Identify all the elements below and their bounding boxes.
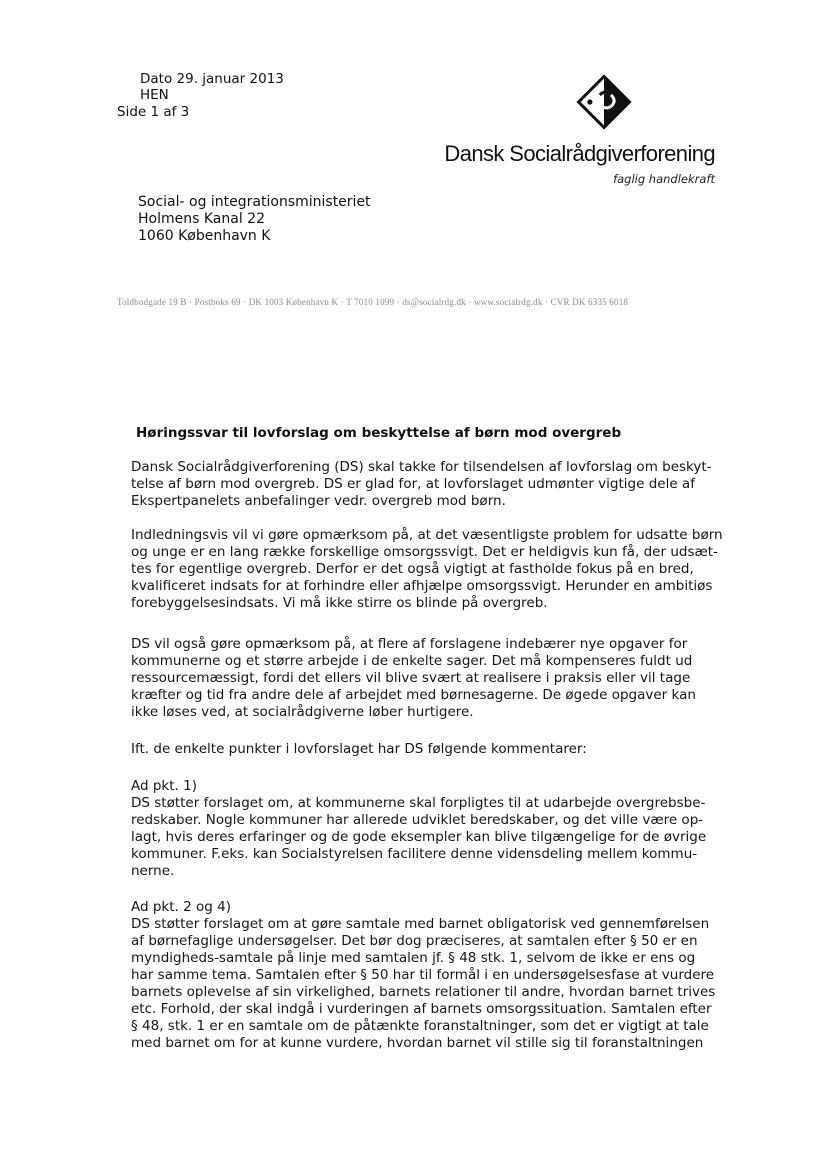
body-line: af børnefaglige undersøgelser. Det bør dog præciseres, at samtalen efter § 50 er en xyxy=(131,933,698,949)
body-line: redskaber. Nogle kommuner har allerede udviklet beredskaber, og det ville være op- xyxy=(131,812,704,828)
section-label: Ad pkt. 1) xyxy=(131,778,197,794)
body-line: myndigheds-samtale på linje med samtalen jf. § 48 stk. 1, selvom de ikke er ens og xyxy=(131,950,696,966)
body-line: kvalificeret indsats for at forhindre eller afhjælpe omsorgssvigt. Herunder en ambitiøs xyxy=(131,578,713,594)
recipient-name: Social- og integrationsministeriet xyxy=(138,194,371,210)
body-line: DS støtter forslaget om at gøre samtale med barnet obligatorisk ved gennemførelsen xyxy=(131,916,710,932)
body-line: Indledningsvis vil vi gøre opmærksom på, at det væsentligste problem for udsatte børn xyxy=(131,527,723,543)
body-line: Dansk Socialrådgiverforening (DS) skal takke for tilsendelsen af lovforslag om beskyt- xyxy=(131,459,712,475)
body-line: barnets oplevelse af sin virkelighed, barnets relationer til andre, hvordan barnet trives xyxy=(131,984,716,1000)
sender-contact-line: Toldbodgade 19 B · Postboks 69 · DK 1003 København K · T 7010 1099 · ds@socialrdg.dk · www.socialrdg.dk · CVR DK 6335 6018 xyxy=(117,297,629,307)
body-line: ikke løses ved, at socialrådgiverne løber hurtigere. xyxy=(131,704,474,720)
body-line: etc. Forhold, der skal indgå i vurderingen af barnets omsorgssituation. Samtalen efter xyxy=(131,1001,712,1017)
organization-tagline: faglig handlekraft xyxy=(613,172,715,186)
body-line: har samme tema. Samtalen efter § 50 har til formål i en undersøgelsesfase at vurdere xyxy=(131,967,715,983)
page-number: Side 1 af 3 xyxy=(117,104,190,120)
letter-heading: Høringssvar til lovforslag om beskyttelse af børn mod overgreb xyxy=(136,425,622,441)
body-line: og unge er en lang række forskellige omsorgssvigt. Det er heldigvis kun få, der udsæt- xyxy=(131,544,718,560)
body-line: lagt, hvis deres erfaringer og de gode eksempler kan blive tilgængelige for de øvrige xyxy=(131,829,707,845)
body-line: telse af børn mod overgreb. DS er glad for, at lovforslaget udmønter vigtige dele af xyxy=(131,476,695,492)
date-line: Dato 29. januar 2013 xyxy=(140,71,284,87)
body-line: tes for egentlige overgreb. Derfor er det også vigtigt at fastholde fokus på en bred, xyxy=(131,561,694,577)
recipient-city: 1060 København K xyxy=(138,228,271,244)
body-line: med barnet om for at kunne vurdere, hvordan barnet vil stille sig til foranstaltningen xyxy=(131,1035,704,1051)
recipient-street: Holmens Kanal 22 xyxy=(138,211,265,227)
body-line: Ift. de enkelte punkter i lovforslaget har DS følgende kommentarer: xyxy=(131,741,587,757)
body-line: kræfter og tid fra andre dele af arbejdet med børnesagerne. De øgede opgaver kan xyxy=(131,687,696,703)
body-line: DS vil også gøre opmærksom på, at flere af forslagene indebærer nye opgaver for xyxy=(131,636,688,652)
reference-initials: HEN xyxy=(140,87,169,103)
body-line: kommunerne og et større arbejde i de enkelte sager. Det må kompenseres fuldt ud xyxy=(131,653,693,669)
body-line: kommuner. F.eks. kan Socialstyrelsen facilitere denne vidensdeling mellem kommu- xyxy=(131,846,698,862)
body-line: § 48, stk. 1 er en samtale om de påtænkte foranstaltninger, som det er vigtigt at tale xyxy=(131,1018,709,1034)
body-line: ressourcemæssigt, fordi det ellers vil blive svært at realisere i praksis eller vil tage xyxy=(131,670,691,686)
organization-name: Dansk Socialrådgiverforening xyxy=(444,141,715,166)
body-line: Ekspertpanelets anbefalinger vedr. overgreb mod børn. xyxy=(131,493,506,509)
body-line: DS støtter forslaget om, at kommunerne skal forpligtes til at udarbejde overgrebsbe- xyxy=(131,795,706,811)
ds-logo-icon xyxy=(576,74,632,130)
body-line: forebyggelsesindsats. Vi må ikke stirre os blinde på overgreb. xyxy=(131,595,548,611)
body-line: nerne. xyxy=(131,863,175,879)
section-label: Ad pkt. 2 og 4) xyxy=(131,899,231,915)
